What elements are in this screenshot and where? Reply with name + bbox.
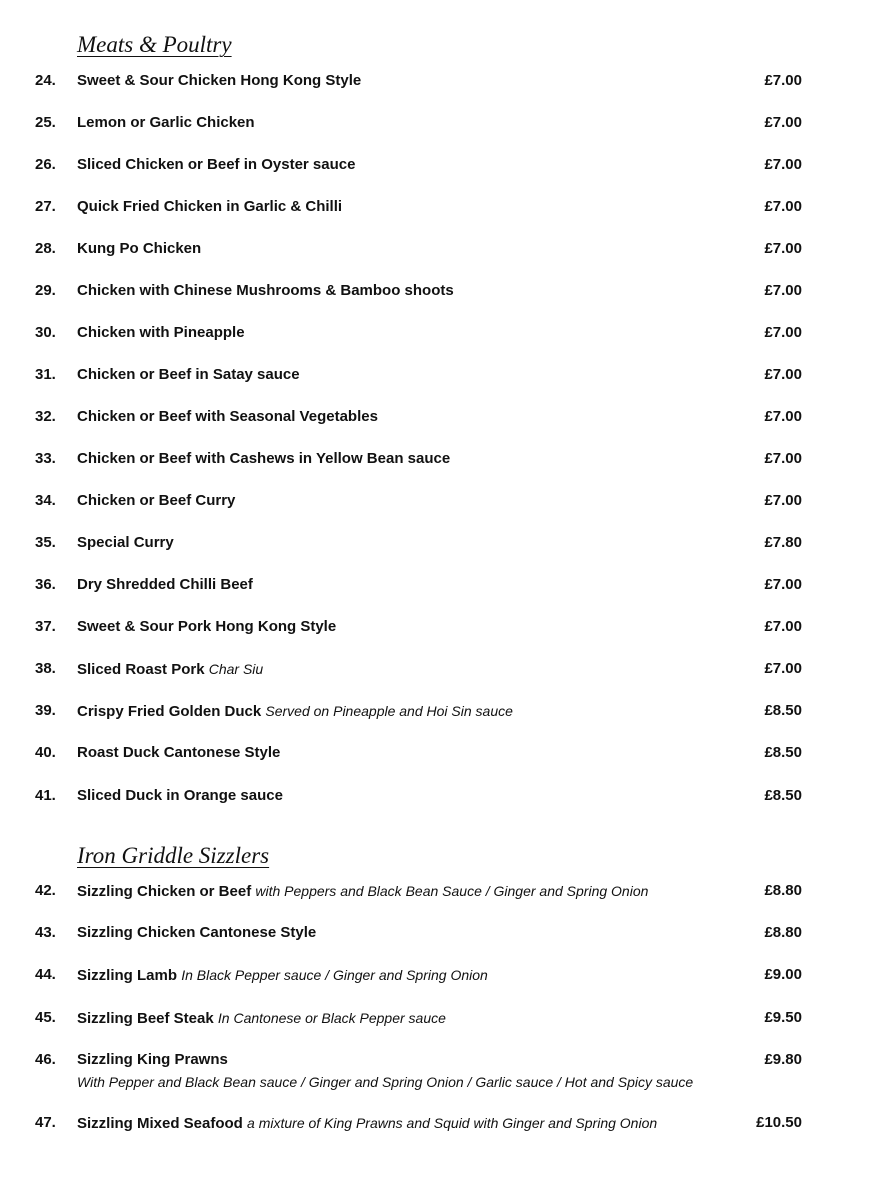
item-name: Sizzling Chicken Cantonese Style — [77, 924, 317, 941]
item-name: Kung Po Chicken — [77, 240, 202, 257]
menu-item — [0, 323, 869, 347]
item-description: With Pepper and Black Bean sauce / Ginger and Spring Onion / Garlic sauce / Hot and Spicy sauce — [77, 1074, 694, 1090]
item-price: £7.00 — [764, 282, 802, 299]
menu-item — [0, 533, 869, 557]
item-number: 45. — [35, 1009, 56, 1026]
item-price: £7.00 — [764, 72, 802, 89]
item-name: Quick Fried Chicken in Garlic & Chilli — [77, 198, 343, 215]
item-name: Sizzling Lamb — [77, 967, 178, 984]
item-name: Sliced Roast Pork — [77, 661, 205, 678]
item-price: £8.80 — [764, 924, 802, 941]
item-price: £7.00 — [764, 576, 802, 593]
menu-item — [0, 155, 869, 179]
item-name: Chicken with Chinese Mushrooms & Bamboo shoots — [77, 282, 454, 299]
item-number: 36. — [35, 576, 56, 593]
item-price: £7.00 — [764, 408, 802, 425]
menu-item — [0, 1008, 869, 1032]
item-number: 40. — [35, 744, 56, 761]
item-number: 32. — [35, 408, 56, 425]
item-price: £7.00 — [764, 240, 802, 257]
item-price: £7.00 — [764, 324, 802, 341]
item-price: £8.50 — [764, 702, 802, 719]
menu-item — [0, 965, 869, 989]
menu-item — [0, 1050, 869, 1096]
item-number: 24. — [35, 72, 56, 89]
item-number: 27. — [35, 198, 56, 215]
item-price: £8.50 — [764, 744, 802, 761]
item-price: £7.00 — [764, 114, 802, 131]
item-name: Sliced Chicken or Beef in Oyster sauce — [77, 156, 356, 173]
item-price: £8.50 — [764, 787, 802, 804]
menu-item — [0, 71, 869, 95]
item-description: with Peppers and Black Bean Sauce / Ginger and Spring Onion — [255, 883, 649, 899]
item-description: Char Siu — [208, 661, 264, 677]
item-number: 33. — [35, 450, 56, 467]
item-price: £7.00 — [764, 156, 802, 173]
menu-item — [0, 575, 869, 599]
item-name: Chicken with Pineapple — [77, 324, 245, 341]
item-number: 26. — [35, 156, 56, 173]
item-price: £7.00 — [764, 450, 802, 467]
item-price: £7.00 — [764, 660, 802, 677]
item-price: £9.80 — [764, 1051, 802, 1068]
menu-item — [0, 701, 869, 725]
item-number: 37. — [35, 618, 56, 635]
menu-item — [0, 491, 869, 515]
item-number: 30. — [35, 324, 56, 341]
item-number: 46. — [35, 1051, 56, 1068]
item-number: 41. — [35, 787, 56, 804]
menu-item — [0, 743, 869, 767]
item-price: £7.00 — [764, 198, 802, 215]
item-price: £8.80 — [764, 882, 802, 899]
item-name: Sizzling King Prawns — [77, 1051, 228, 1068]
menu-item — [0, 365, 869, 389]
item-number: 47. — [35, 1114, 56, 1131]
menu-item — [0, 617, 869, 641]
menu-item — [0, 923, 869, 947]
item-name: Chicken or Beef Curry — [77, 492, 236, 509]
menu-item — [0, 659, 869, 683]
menu-item — [0, 407, 869, 431]
item-number: 31. — [35, 366, 56, 383]
menu-item — [0, 1113, 869, 1137]
item-number: 43. — [35, 924, 56, 941]
item-number: 39. — [35, 702, 56, 719]
menu-item — [0, 881, 869, 905]
item-number: 44. — [35, 966, 56, 983]
item-price: £10.50 — [756, 1114, 802, 1131]
item-name: Chicken or Beef in Satay sauce — [77, 366, 300, 383]
item-number: 29. — [35, 282, 56, 299]
item-description: a mixture of King Prawns and Squid with Ginger and Spring Onion — [247, 1115, 658, 1131]
item-name: Chicken or Beef with Seasonal Vegetables — [77, 408, 378, 425]
menu-item — [0, 281, 869, 305]
section-title-iron-griddle-sizzlers: Iron Griddle Sizzlers — [77, 843, 270, 868]
item-name: Sizzling Beef Steak — [77, 1010, 214, 1027]
item-name: Roast Duck Cantonese Style — [77, 744, 281, 761]
item-number: 34. — [35, 492, 56, 509]
item-name: Sizzling Chicken or Beef — [77, 883, 252, 900]
menu-item — [0, 197, 869, 221]
item-number: 38. — [35, 660, 56, 677]
menu-item — [0, 239, 869, 263]
item-description: Served on Pineapple and Hoi Sin sauce — [265, 703, 513, 719]
section-title-meats-poultry: Meats & Poultry — [77, 32, 232, 57]
item-name: Chicken or Beef with Cashews in Yellow Bean sauce — [77, 450, 451, 467]
menu-item — [0, 113, 869, 137]
item-number: 25. — [35, 114, 56, 131]
item-name: Dry Shredded Chilli Beef — [77, 576, 253, 593]
item-name: Sweet & Sour Pork Hong Kong Style — [77, 618, 337, 635]
item-price: £9.50 — [764, 1009, 802, 1026]
item-name: Lemon or Garlic Chicken — [77, 114, 255, 131]
item-number: 42. — [35, 882, 56, 899]
item-name: Special Curry — [77, 534, 174, 551]
item-number: 35. — [35, 534, 56, 551]
item-number: 28. — [35, 240, 56, 257]
item-name: Crispy Fried Golden Duck — [77, 703, 262, 720]
item-name: Sliced Duck in Orange sauce — [77, 787, 283, 804]
menu-item — [0, 786, 869, 810]
item-name: Sweet & Sour Chicken Hong Kong Style — [77, 72, 362, 89]
item-price: £9.00 — [764, 966, 802, 983]
item-price: £7.00 — [764, 618, 802, 635]
item-description: In Black Pepper sauce / Ginger and Spring Onion — [181, 967, 488, 983]
menu-item — [0, 449, 869, 473]
item-price: £7.00 — [764, 366, 802, 383]
item-price: £7.80 — [764, 534, 802, 551]
item-name: Sizzling Mixed Seafood — [77, 1115, 243, 1132]
item-price: £7.00 — [764, 492, 802, 509]
item-description: In Cantonese or Black Pepper sauce — [217, 1010, 446, 1026]
